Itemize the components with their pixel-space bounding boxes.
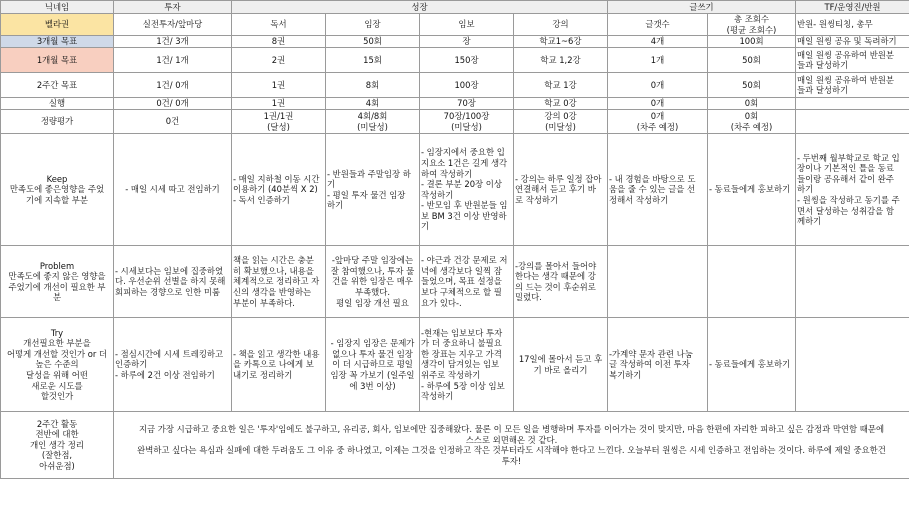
subheader-cell: 글갯수 (608, 14, 708, 36)
header-growth: 성장 (232, 1, 608, 14)
subheader-cell: 반원- 원씽티칭, 총무 (796, 14, 909, 36)
table-cell (796, 318, 909, 412)
table-cell: - 매일 시세 따고 전임하기 (114, 134, 232, 246)
subheader-cell: 임장 (326, 14, 420, 36)
table-cell: 0건 (114, 110, 232, 134)
table-cell: 50회 (326, 36, 420, 48)
row-label: Keep 만족도에 좋은영향을 주었 기에 지속할 부분 (1, 134, 114, 246)
table-cell: 100회 (708, 36, 796, 48)
header-nickname: 닉네임 (1, 1, 114, 14)
row-label: Try 개선필요한 부분을 어떻게 개선할 것인가 or 더 높은 수준의 달성을 위해 어떤 새로운 시도를 할것인가 (1, 318, 114, 412)
table-row (1, 110, 909, 134)
row-label: 2주간 목표 (1, 73, 114, 98)
header-tf: TF/운영진/반원 (796, 1, 909, 14)
table-cell: - 강의는 하루 일정 잡아 연결해서 듣고 후기 바 로 작성하기 (514, 134, 608, 246)
table-cell: - 동료들에게 홍보하기 (708, 318, 796, 412)
subheader-cell: 실전투자/앞마당 (114, 14, 232, 36)
table-cell: 2권 (232, 48, 326, 73)
subheader-row (1, 14, 909, 36)
table-cell: 학교1~6강 (514, 36, 608, 48)
table-cell: 50회 (708, 48, 796, 73)
table-cell: - 점심시간에 시세 트레킹하고 인증하기 - 하루에 2건 이상 전임하기 (114, 318, 232, 412)
table-cell: 4회/8회 (미달성) (326, 110, 420, 134)
table-cell: 8회 (326, 73, 420, 98)
keep-row (1, 134, 909, 246)
table-cell: - 내 경험을 바탕으로 도 움을 줄 수 있는 글을 선 정해서 작성하기 (608, 134, 708, 246)
table-cell (796, 110, 909, 134)
table-cell: 매일 원씽 공유하여 반원분 들과 달성하기 (796, 48, 909, 73)
row-label: Problem 만족도에 좋지 않은 영향을 주었기에 개선이 필요한 부 분 (1, 246, 114, 318)
header-writing: 글쓰기 (608, 1, 796, 14)
row-label: 3개월 목표 (1, 36, 114, 48)
table-row (1, 73, 909, 98)
table-cell: 17일에 몰아서 듣고 후 기 바로 올리기 (514, 318, 608, 412)
table-cell: 1건/ 1개 (114, 48, 232, 73)
table-row (1, 48, 909, 73)
row-label: 정량평가 (1, 110, 114, 134)
table-cell: 0개 (608, 73, 708, 98)
table-cell: 1권 (232, 73, 326, 98)
table-cell: 0개 (차주 예정) (608, 110, 708, 134)
subheader-cell: 임보 (420, 14, 514, 36)
table-cell: 8권 (232, 36, 326, 48)
table-cell: -현재는 임보보다 투자 가 더 중요하니 불필요 한 장표는 지우고 가격 생각이 담겨있는 임보 위주로 작성하기 - 하루에 5장 이상 임보 작성하기 (420, 318, 514, 412)
table-cell: - 책을 읽고 생각한 내용 을 카톡으로 나에게 보 내기로 정리하기 (232, 318, 326, 412)
row-label: 실행 (1, 98, 114, 110)
table-cell: - 시세보다는 임보에 집중하였 다. 우선순위 선별을 하지 못해 회피하는 경향으로 인한 미룸 (114, 246, 232, 318)
table-cell: - 반원들과 주말임장 하 기 - 평일 투자 물건 임장 하기 (326, 134, 420, 246)
table-cell (796, 98, 909, 110)
table-cell: 1건/ 0개 (114, 73, 232, 98)
table-cell: 100장 (420, 73, 514, 98)
table-row (1, 36, 909, 48)
header-invest: 투자 (114, 1, 232, 14)
table-cell: 150장 (420, 48, 514, 73)
subheader-cell: 독서 (232, 14, 326, 36)
table-cell: 1개 (608, 48, 708, 73)
table-cell: 1권/1권 (달성) (232, 110, 326, 134)
table-cell: 책을 읽는 시간은 충분 히 확보했으나, 내용을 체계적으로 정리하고 자 신의 생각을 반영하는 부분이 부족하다. (232, 246, 326, 318)
table-cell: - 동료들에게 홍보하기 (708, 134, 796, 246)
summary-row (1, 412, 909, 479)
table-cell: 0회 (708, 98, 796, 110)
table-cell: 70장 (420, 98, 514, 110)
table-cell: - 임장지 임장은 문제가 없으나 투자 물건 임장 이 더 시급하므로 평일 임장 꼭 가보기 (일주일 에 3번 이상) (326, 318, 420, 412)
table-cell (708, 246, 796, 318)
problem-row (1, 246, 909, 318)
table-cell (796, 246, 909, 318)
subheader-cell: 강의 (514, 14, 608, 36)
summary-text: 지금 가장 시급하고 중요한 일은 '투자'임에도 불구하고, 유리공, 회사, 임보에만 집중해왔다. 물론 이 모든 일을 병행하며 투자를 이어가는 것이 맞지만, 마음 한편에 자리한 피하고 싶은 감정과 막연함 때문에 스스로 외면해온 것 같다. 완벽하고 싶다는 욕심과 실패에 대한 두려움도 그 이유 중 하나였고, 이제는 그것을 인정하고 작은 것부터라도 시작해야 한다고 느낀다. 오늘부터 원씽은 시세 인증하고 전임하는 것이다. 하루에 제일 중요한건 투자! (114, 412, 909, 479)
table-cell: 1건/ 3개 (114, 36, 232, 48)
table-cell: 학교 1강 (514, 73, 608, 98)
row-label: 1개월 목표 (1, 48, 114, 73)
table-cell: 매일 원씽 공유 및 독려하기 (796, 36, 909, 48)
table-cell: -앞마당 주말 임장에는 잘 참여했으나, 투자 물 건을 위한 임장은 매우 부족했다. 평일 임장 개선 필요 (326, 246, 420, 318)
table-cell: 0개 (608, 98, 708, 110)
table-cell: - 두번째 월부학교로 학교 입 장이나 기본적인 틀을 동료 들이랑 공유해서 같이 완주 하기 - 원씽을 작성하고 동기를 주 면서 달성하는 성취감을 함 께하기 (796, 134, 909, 246)
table-cell: 4개 (608, 36, 708, 48)
table-cell: 학교 1,2강 (514, 48, 608, 73)
table-cell (608, 246, 708, 318)
table-cell: 학교 0강 (514, 98, 608, 110)
table-cell: -가계약 문자 관련 나눔 글 작성하여 이전 투자 복기하기 (608, 318, 708, 412)
table-cell: - 임장지에서 중요한 입 지요소 1건은 길게 생각 하여 작성하기 - 결론 부분 20장 이상 작성하기 - 반모임 후 반원분들 임 보 BM 3건 이상 반영하 기 (420, 134, 514, 246)
row-label: 2주간 활동 전반에 대한 개인 생각 정리 (잘한점, 아쉬운점) (1, 412, 114, 479)
table-cell: 50회 (708, 73, 796, 98)
member-name: 벨라권 (1, 14, 114, 36)
table-cell: 0건/ 0개 (114, 98, 232, 110)
table-cell: 0회 (차주 예정) (708, 110, 796, 134)
table-cell: 15회 (326, 48, 420, 73)
table-cell: - 야근과 건강 문제로 저 녁에 생각보다 일찍 잠 들었으며, 목표 설정을 보다 구체적으로 할 필 요가 있다-. (420, 246, 514, 318)
table-cell: -강의를 몰아서 들어야 한다는 생각 때문에 강 의 드는 것이 후순위로 밀렸다. (514, 246, 608, 318)
table-cell: 70장/100장 (미달성) (420, 110, 514, 134)
table-cell: - 매일 지하철 이동 시간 이용하기 (40분씩 X 2) - 독서 인증하기 (232, 134, 326, 246)
table-row (1, 98, 909, 110)
table-cell: 매일 원씽 공유하여 반원분 들과 달성하기 (796, 73, 909, 98)
table-cell: 장 (420, 36, 514, 48)
table-cell: 1권 (232, 98, 326, 110)
table-cell: 강의 0강 (미달성) (514, 110, 608, 134)
subheader-cell: 총 조회수 (평균 조회수) (708, 14, 796, 36)
try-row (1, 318, 909, 412)
header-row (1, 1, 909, 14)
table-cell: 4회 (326, 98, 420, 110)
